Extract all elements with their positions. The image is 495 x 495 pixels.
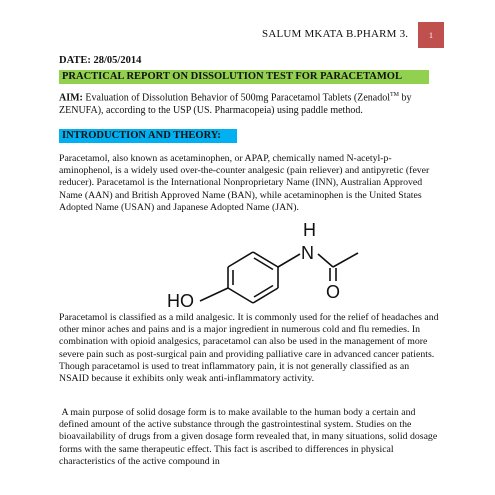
aim-label: AIM: (59, 92, 83, 104)
ring-bond (228, 288, 253, 303)
oxygen-label: O (326, 282, 341, 302)
bond-ring-nitrogen (278, 254, 300, 267)
ring-double-bond (254, 286, 273, 298)
intro-paragraph-1: Paracetamol, also known as acetaminophen, or APAP, chemically named N-acetyl-p-aminophenol, is a widely used over-the-counter analgesic (pain reliever) and antipyretic (fever reducer). Paracetamol is the International Nonproprietary Name (INN), Australian Approved Name (AAN) and British Approved Name (BAN), while acetaminophen is the United States Adopted Name (USAN) and Japanese Adopted Name (JAN). (59, 153, 430, 213)
aim-text-after: by ZENUFA), according to the USP (US. Pharmacopeia) using paddle method. (59, 92, 412, 117)
header-author: SALUM MKATA B.PHARM 3. (262, 28, 409, 40)
aim-paragraph (59, 89, 434, 117)
report-title: PRACTICAL REPORT ON DISSOLUTION TEST FOR PARACETAMOL (59, 70, 429, 84)
intro-paragraph-3: A main purpose of solid dosage form is to make available to the human body a certain and defined amount of the active substance through the gastrointestinal system. Studies on the bioavailability of drugs from a given dosage form revealed that, in many situations, solid dosage forms with the same therapeutic effect. This fact is ascribed to differences in physical characteristics of the active compound in (59, 407, 440, 467)
section-heading-introduction: INTRODUCTION AND THEORY: (59, 129, 237, 143)
paracetamol-structure-diagram (140, 214, 370, 310)
intro-paragraph-2: Paracetamol is classified as a mild analgesic. It is commonly used for the relief of headaches and other minor aches and pains and is a major ingredient in numerous cold and flu remedies. In combination with opioid analgesics, paracetamol can also be used in the management of more severe pain such as post-surgical pain and providing palliative care in advanced cancer patients. Though paracetamol is used to treat inflammatory pain, it is not generally classified as an NSAID because it exhibits only weak anti-inflammatory activity. (59, 312, 439, 385)
nitrogen-label: N (301, 243, 314, 263)
bond-methyl (333, 253, 358, 267)
report-date: DATE: 28/05/2014 (59, 55, 142, 66)
trademark-superscript: TM (390, 92, 399, 98)
hydrogen-label: H (303, 220, 316, 240)
page-number-badge: 1 (418, 22, 444, 48)
aim-text-before: Evaluation of Dissolution Behavior of 500mg Paracetamol Tablets (Zenadol (82, 92, 390, 104)
bond-ring-hydroxyl (200, 288, 228, 301)
ring-bond (228, 252, 253, 267)
bond-nitrogen-carbonyl (318, 254, 333, 267)
hydroxyl-label: HO (167, 291, 194, 310)
ring-double-bond (254, 258, 273, 270)
